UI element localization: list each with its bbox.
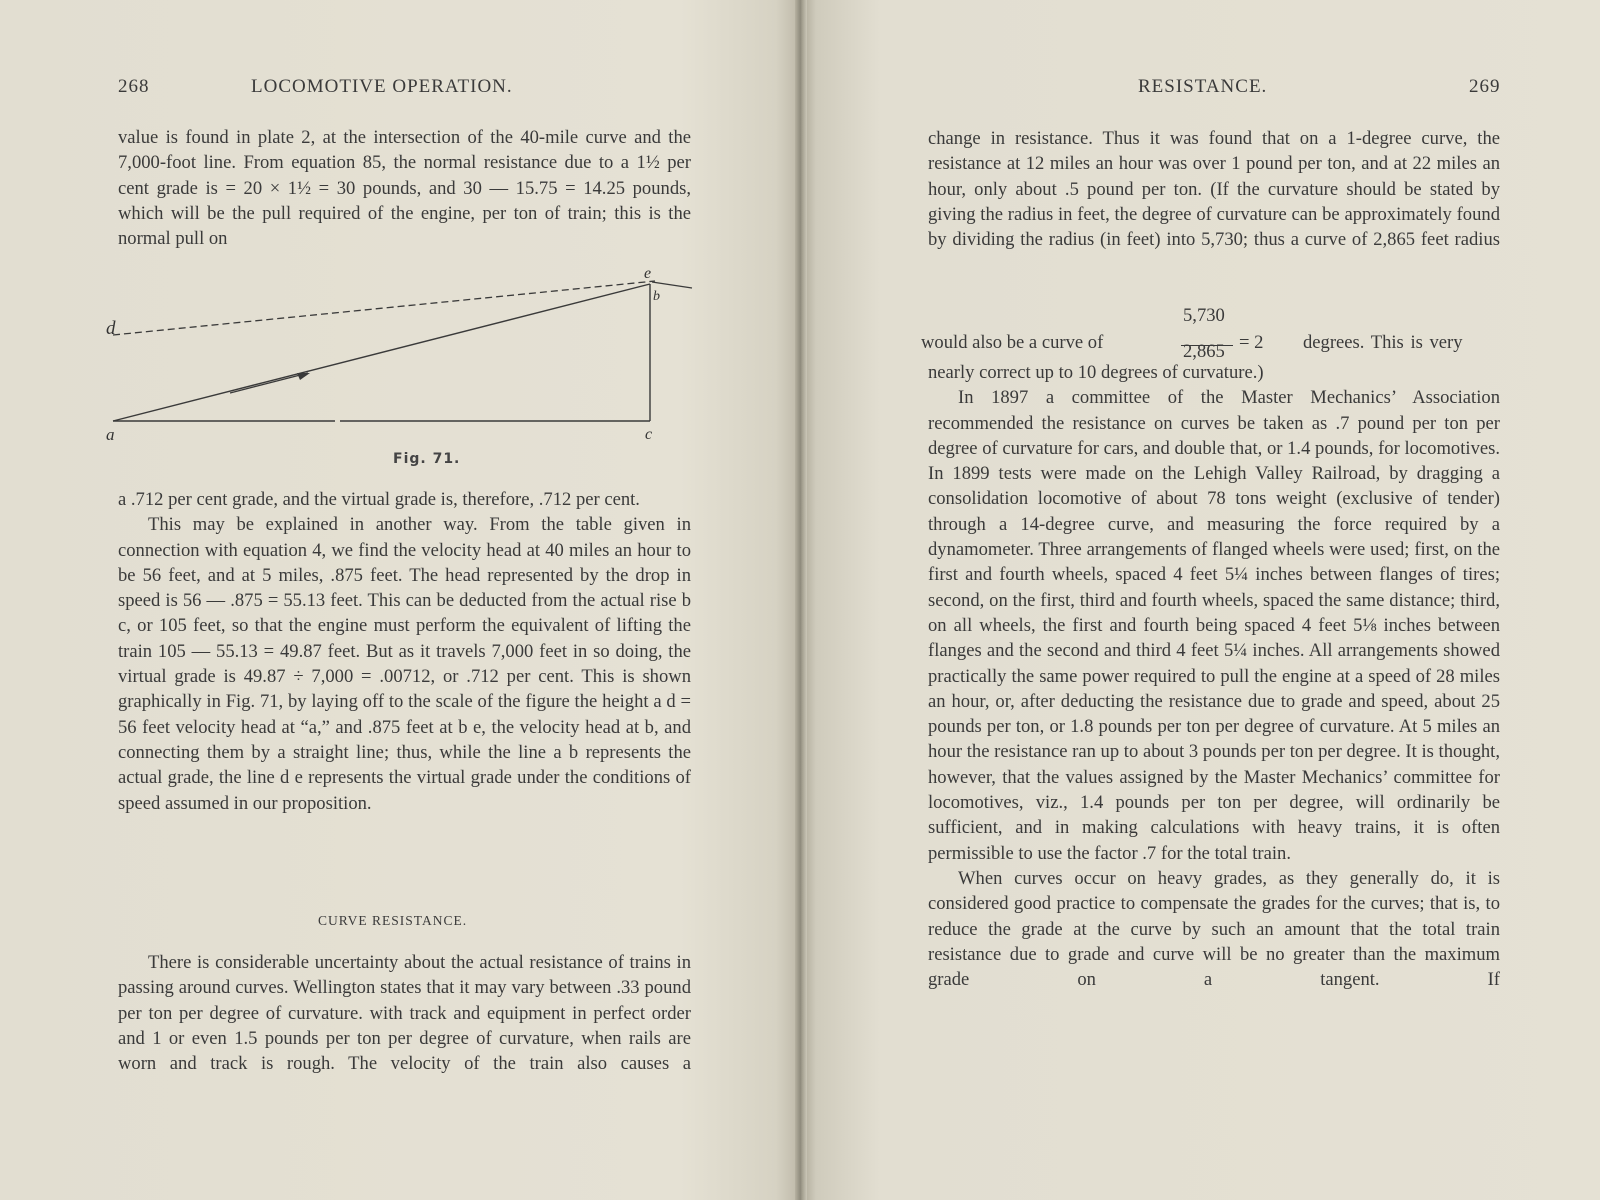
arrow-head [297, 373, 310, 380]
left-paragraph-curve [118, 950, 691, 1076]
label-e: e [644, 265, 652, 282]
figure-caption: Fig. 71. [393, 451, 461, 467]
paragraph: When curves occur on heavy grades, as they generally do, it is considered good practice to compensate the grades for the curves; that is, to reduce the grade at the curve by such an amount that the total train resistance due to grade and curve will be no greater than the maximum grade on a tangent. If [928, 867, 1500, 991]
paragraph: There is considerable uncertainty about the actual resistance of trains in passing around curves. Wellington states that it may vary between .33 pound per ton per degree of curvature. with track and equipment in perfect order and 1 or even 1.5 pounds per ton per degree of curvature, when rails are worn and track is rough. The velocity of the train also causes a [118, 952, 691, 1075]
running-head-right: RESISTANCE. [1138, 76, 1268, 97]
figure-71-diagram [100, 262, 700, 442]
label-d: d [106, 318, 116, 339]
paragraph: This may be explained in another way. From the table given in connection with equation 4, we find the velocity head at 40 miles an hour to be 56 feet, and at 5 miles, .875 feet. The head represented by the drop in speed is 56 — .875 = 55.13 feet. This can be deducted from the actual rise b c, or 105 feet, so that the engine must perform the equivalent of lifting the train 105 — 55.13 = 49.87 feet. But as it travels 7,000 feet in so doing, the virtual grade is 49.87 ÷ 7,000 = .00712, or .712 per cent. This is shown graphically in Fig. 71, by laying off to the scale of the figure the height a d = 56 feet velocity head at “a,” and .875 feet at b e, the velocity head at b, and connecting them by a straight line; thus, while the line a b represents the actual grade, the line d e represents the virtual grade under the conditions of speed assumed in our proposition. [118, 514, 691, 814]
paragraph: a .712 per cent grade, and the virtual grade is, therefore, .712 per cent. [118, 489, 640, 510]
fraction-tail-text: degrees. This is very [1303, 332, 1463, 353]
fraction-equals: = 2 [1239, 332, 1264, 353]
page-number-left: 268 [118, 76, 150, 97]
book-gutter [795, 0, 807, 1200]
actual-grade-line [113, 284, 650, 421]
paragraph: nearly correct up to 10 degrees of curvature.) [928, 362, 1264, 383]
fraction-denominator: 2,865 [1183, 341, 1225, 362]
virtual-grade-line [113, 281, 655, 335]
label-a: a [106, 425, 115, 442]
fraction-numerator: 5,730 [1183, 305, 1225, 326]
label-b: b [653, 289, 660, 304]
section-heading: CURVE RESISTANCE. [318, 913, 468, 928]
label-c: c [645, 426, 653, 442]
paragraph: change in resistance. Thus it was found that on a 1-degree curve, the resistance at 12 miles an hour was over 1 pound per ton, and at 22 miles an hour, only about .5 pound per ton. (If the curvature should be stated by giving the radius in feet, the degree of curvature can be approximately found by dividing the radius (in feet) into 5,730; thus a curve of 2,865 feet radius [928, 128, 1500, 251]
extension-line [652, 282, 692, 288]
paragraph: In 1897 a committee of the Master Mechanics’ Association recommended the resistance on curves be taken as .7 pound per ton per degree of curvature for cars, and double that, or 1.4 pounds, for locomotives. In 1899 tests were made on the Lehigh Valley Railroad, by dragging a consolidation locomotive of about 78 tons weight (exclusive of tender) through a 14-degree curve, and measuring the force required by a dynamometer. Three arrangements of flanged wheels were used; first, on the first and fourth wheels, spaced 4 feet 5¼ inches between flanges of tires; second, on the first, third and fourth wheels, spaced the same distance; third, on all wheels, the first and fourth being spaced 4 feet 5⅛ inches between flanges and the second and third 4 feet 5¼ inches. All arrangements showed practically the same power required to pull the engine at a speed of 28 miles an hour, or, after deducting the resistance due to grade and speed, about 25 pounds per ton, or 1.8 pounds per ton per degree of curvature. At 5 miles an hour the resistance ran up to about 3 pounds per ton per degree. It is thought, however, that the values assigned by the Master Mechanics’ committee for locomotives, viz., 1.4 pounds per ton per degree, will ordinarily be sufficient, and in making calculations with heavy trains, it is often permissible to use the factor .7 for the total train. [928, 387, 1500, 864]
fraction-lead-text: would also be a curve of [921, 332, 1104, 353]
paragraph: value is found in plate 2, at the intersection of the 40-mile curve and the 7,000-foot line. From equation 85, the normal resistance due to a 1½ per cent grade is = 20 × 1½ = 30 pounds, and 30 — 15.75 = 14.25 pounds, which will be the pull required of the engine, per ton of train; this is the normal pull on [118, 127, 691, 250]
right-body [928, 360, 1500, 992]
page-number-right: 269 [1469, 76, 1501, 97]
left-paragraph-top [118, 125, 691, 251]
running-head-left: LOCOMOTIVE OPERATION. [251, 76, 513, 97]
right-paragraph-top [928, 126, 1500, 252]
left-body [118, 487, 691, 816]
direction-arrow [230, 373, 308, 393]
